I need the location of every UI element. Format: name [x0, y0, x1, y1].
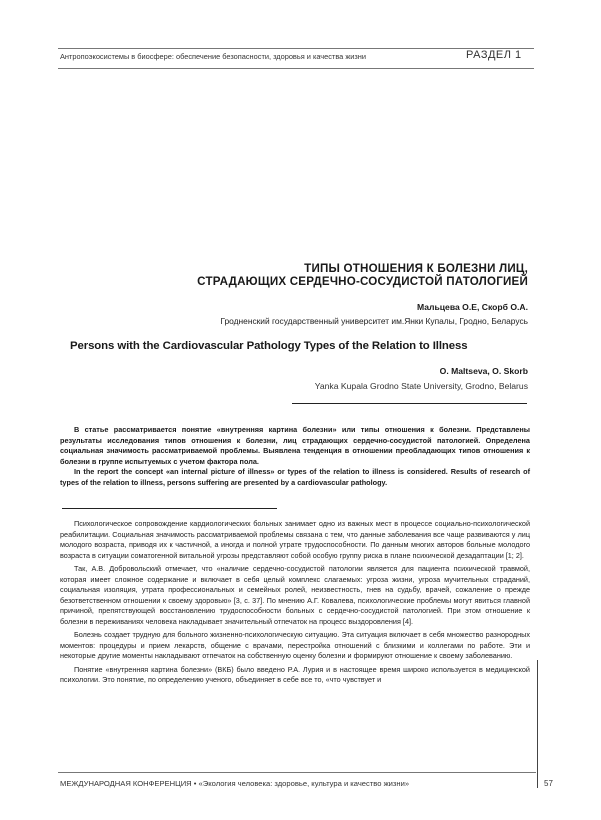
- title-line-1: ТИПЫ ОТНОШЕНИЯ К БОЛЕЗНИ ЛИЦ,: [304, 262, 528, 275]
- running-header: Антропоэкосистемы в биосфере: обеспечение безопасности, здоровья и качества жизни: [60, 52, 367, 61]
- authors-ru: Мальцева О.Е, Скорб О.А.: [416, 302, 528, 312]
- authors-en: O. Maltseva, O. Skorb: [439, 366, 528, 376]
- abstract-ru: В статье рассматривается понятие «внутренняя картина болезни» или типы отношения к болезни. Представлены результаты исследования типов отношения к болезни, лиц страдающих сердечно-сосудистой патологией. Определена социальная значимость рассматриваемой проблемы. Выявлена тенденция в отношении преобладающих типов отношения к болезни в группе испытуемых с учетом фактора пола.: [60, 425, 530, 466]
- page-number: 57: [544, 779, 553, 788]
- header-rule: [58, 48, 534, 49]
- article-title-en: Persons with the Cardiovascular Pathology Types of the Relation to Illness: [70, 340, 468, 352]
- header-rule-bottom: [58, 68, 534, 69]
- running-footer: МЕЖДУНАРОДНАЯ КОНФЕРЕНЦИЯ • «Экология человека: здоровье, культура и качество жизни»: [60, 779, 410, 788]
- title-line-2: СТРАДАЮЩИХ СЕРДЕЧНО-СОСУДИСТОЙ ПАТОЛОГИЕЙ: [197, 275, 528, 288]
- section-label: РАЗДЕЛ 1: [466, 49, 522, 61]
- body-paragraph: Психологическое сопровождение кардиологических больных занимает одно из важных мест в процессе социально-психологической реабилитации. Социальная значимость рассматриваемой проблемы связана с тем, что данные заболевания все чаще развиваются у лиц молодого возраста, приводя их к частичной, а иногда и полной утрате трудоспособности. По данным многих авторов больные молодого возраста в ситуации соматогенной витальной угрозы представляют собой особую группу риска в плане психической дезадаптации [1; 2].: [60, 519, 530, 560]
- footer-rule: [58, 772, 536, 773]
- abstract: [60, 425, 530, 489]
- body-paragraph: Болезнь создает трудную для больного жизненно-психологическую ситуацию. Эта ситуация включает в себя множество разнородных моментов: процедуры и прием лекарств, общение с врачами, перестройка отношений с близкими и коллегами по работе. Эти и некоторые другие моменты накладывают отпечаток на собственную оценку болезни и формируют отношение к своему заболеванию.: [60, 630, 530, 660]
- abstract-rule: [62, 508, 277, 509]
- abstract-en: In the report the concept «an internal picture of illness» or types of the relation to illness is considered. Results of research of types of the relation to illness, persons suffering are presented by a cardiovascular pathology.: [60, 467, 530, 487]
- margin-rule: [537, 660, 538, 788]
- body-text: [60, 519, 530, 689]
- affiliation-en: Yanka Kupala Grodno State University, Grodno, Belarus: [314, 381, 528, 391]
- article-title-ru: [197, 262, 528, 288]
- separator-rule: [292, 403, 527, 404]
- body-paragraph: Понятие «внутренняя картина болезни» (ВКБ) было введено Р.А. Лурия и в настоящее время широко используется в медицинской психологии. Это понятие, по определению ученого, объединяет в себе все то, «что чувствует и: [60, 664, 530, 684]
- affiliation-ru: Гродненский государственный университет им.Янки Купалы, Гродно, Беларусь: [220, 316, 528, 326]
- body-paragraph: Так, А.В. Добровольский отмечает, что «наличие сердечно-сосудистой патологии является для пациента психической травмой, которая имеет сложное содержание и включает в себя целый комплекс слагаемых: угроза жизни, угроза мучительных страданий, социальная изоляция, утрата профессиональных и семейных ролей, неизвестность, гнев на судьбу, врачей, сожаление о прежде безответственном отношении к своему здоровью» [3, с. 37]. По мнению А.Г. Ковалева, психологические проблемы могут явиться главной причиной, препятствующей восстановлению трудоспособности больных с сердечно-сосудистой патологией. При этом отношение к болезни в переживаниях человека накладывает значительный отпечаток на процесс выздоровления [4].: [60, 564, 530, 626]
